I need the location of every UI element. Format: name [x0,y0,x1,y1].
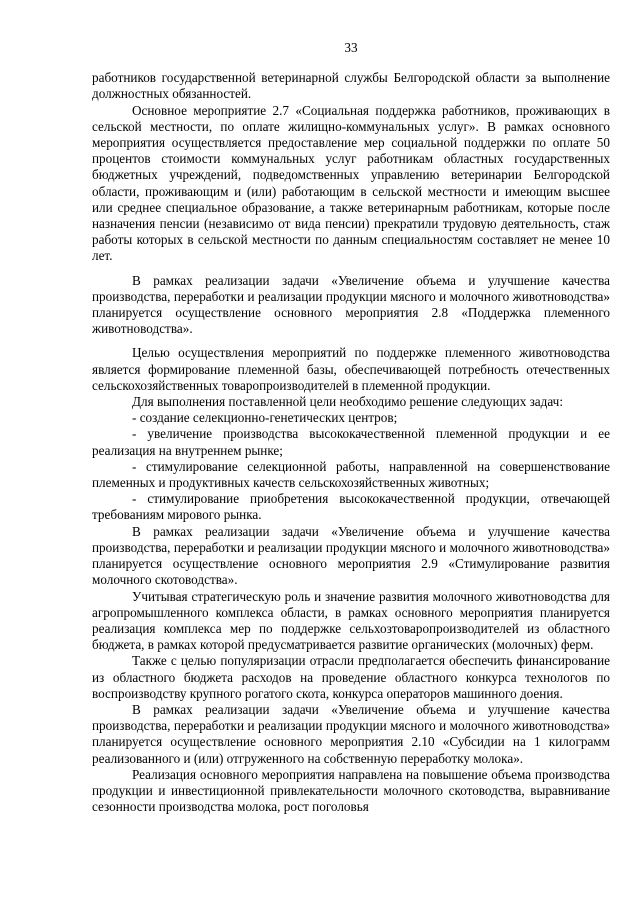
list-item-3: - стимулирование селекционной работы, направленной на совершенствование племенных и продуктивных качеств сельскохозяйственных животных; [92,458,610,491]
paragraph-8: Также с целью популяризации отрасли предполагается обеспечить финансирование из областного бюджета расходов на проведение областного конкурса технологов по воспроизводству крупного рогатого скота, конкурса операторов машинного доения. [92,653,610,701]
list-item-4: - стимулирование приобретения высококачественной продукции, отвечающей требованиям мирового рынка. [92,491,610,523]
paragraph-6: В рамках реализации задачи «Увеличение объема и улучшение качества производства, переработки и реализации продукции мясного и молочного животноводства» планируется осуществление основного мероприятия 2.9 «Стимулирование развития молочного скотоводства». [92,523,610,588]
paragraph-4: Целью осуществления мероприятий по поддержке племенного животноводства является формирование племенной базы, обеспечивающей потребность отечественных сельскохозяйственных товаропроизводителей в племенной продукции. [92,345,610,393]
paragraph-1: работников государственной ветеринарной службы Белгородской области за выполнение должностных обязанностей. [92,70,610,102]
paragraph-9: В рамках реализации задачи «Увеличение объема и улучшение качества производства, переработки и реализации продукции мясного и молочного животноводства» планируется осуществление основного мероприятия 2.10 «Субсидии на 1 килограмм реализованного и (или) отгруженного на собственную переработку молока». [92,701,610,766]
paragraph-10: Реализация основного мероприятия направлена на повышение объема производства продукции и инвестиционной привлекательности молочного скотоводства, выравнивание сезонности производства молока, рост поголовья [92,766,610,815]
page-number: 33 [344,40,358,55]
paragraph-7: Учитывая стратегическую роль и значение развития молочного животноводства для агропромышленного комплекса области, в рамках основного мероприятия планируется реализация комплекса мер по поддержке сельхозтоваропроизводителей из областного бюджета, в рамках которой предусматривается развитие органических (молочных) ферм. [92,588,610,653]
paragraph-2: Основное мероприятие 2.7 «Социальная поддержка работников, проживающих в сельской местности, по оплате жилищно-коммунальных услуг». В рамках основного мероприятия осуществляется предоставление мер социальной поддержки по оплате 50 процентов стоимости коммунальных услуг работникам областных государственных бюджетных учреждений, подведомственных управлению ветеринарии Белгородской области, проживающим и (или) работающим в сельской местности и имеющим высшее или среднее специальное образование, а также ветеринарным работникам, которые после назначения пенсии (независимо от вида пенсии) прекратили трудовую деятельность, стаж работы которых в сельской местности по данным специальностям составляет не менее 10 лет. [92,102,610,264]
list-item-2: - увеличение производства высококачественной племенной продукции и ее реализация на внутреннем рынке; [92,426,610,458]
list-item-1: - создание селекционно-генетических центров; [132,410,398,426]
paragraph-3: В рамках реализации задачи «Увеличение объема и улучшение качества производства, переработки и реализации продукции мясного и молочного животноводства» планируется осуществление основного мероприятия 2.8 «Поддержка племенного животноводства». [92,272,610,337]
paragraph-5: Для выполнения поставленной цели необходимо решение следующих задач: [132,394,563,410]
